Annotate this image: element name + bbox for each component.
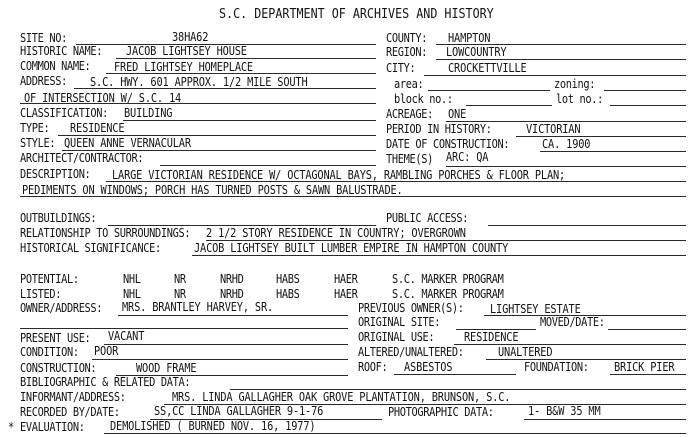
acreage-value: ONE [448, 107, 467, 121]
previous-owner-value: LIGHTSEY ESTATE [490, 302, 581, 316]
construction-label: CONSTRUCTION: [20, 361, 97, 375]
historic-name-line [116, 58, 376, 59]
foundation-line [610, 374, 686, 375]
foundation-label: FOUNDATION: [524, 360, 589, 374]
listed-nr: NR [174, 287, 186, 301]
theme-label: THEME(S) [386, 152, 433, 166]
block-no-label: block no.: [394, 92, 453, 106]
county-label: COUNTY: [386, 31, 428, 45]
significance-label: HISTORICAL SIGNIFICANCE: [20, 241, 161, 255]
listed-label: LISTED: [20, 287, 62, 301]
evaluation-value: DEMOLISHED ( BURNED NOV. 16, 1977) [110, 419, 316, 433]
condition-label: CONDITION: [20, 345, 79, 359]
original-use-label: ORIGINAL USE: [358, 330, 435, 344]
description-label: DESCRIPTION: [20, 167, 91, 181]
address-label: ADDRESS: [20, 74, 67, 88]
zoning-label: zoning: [554, 77, 596, 91]
style-label: STYLE: [20, 136, 56, 150]
period-value: VICTORIAN [526, 122, 581, 136]
site-no-value: 38HA62 [172, 30, 209, 44]
roof-line [394, 374, 516, 375]
recorded-value: SS,CC LINDA GALLAGHER 9-1-76 [154, 404, 324, 418]
date-construction-value: CA. 1900 [542, 137, 591, 151]
listed-marker: S.C. MARKER PROGRAM [392, 287, 504, 301]
zoning-line [604, 90, 686, 91]
present-use-label: PRESENT USE: [20, 331, 91, 345]
original-site-label: ORIGINAL SITE: [358, 315, 441, 329]
owner-line-2 [20, 328, 348, 329]
potential-nhl: NHL [123, 272, 141, 286]
region-line [436, 59, 686, 60]
classification-value: BUILDING [124, 106, 173, 120]
potential-nr: NR [174, 272, 186, 286]
common-name-value: FRED LIGHTSEY HOMEPLACE [114, 60, 253, 74]
lot-no-label: lot no.: [556, 92, 603, 106]
style-value: QUEEN ANNE VERNACULAR [64, 136, 191, 150]
owner-value: MRS. BRANTLEY HARVEY, SR. [122, 300, 274, 314]
outbuildings-label: OUTBUILDINGS: [20, 211, 97, 225]
potential-habs: HABS [276, 272, 300, 286]
theme-value: ARC: QA [446, 150, 489, 164]
region-value: LOWCOUNTRY [446, 45, 507, 59]
evaluation-line [104, 433, 686, 434]
owner-label: OWNER/ADDRESS: [20, 301, 103, 315]
informant-label: INFORMANT/ADDRESS: [20, 390, 126, 404]
area-line [428, 90, 550, 91]
area-label: area: [394, 77, 424, 91]
condition-line [92, 359, 348, 360]
owner-line [118, 315, 348, 316]
period-label: PERIOD IN HISTORY: [386, 122, 492, 136]
altered-label: ALTERED/UNALTERED: [358, 345, 464, 359]
previous-owner-label: PREVIOUS OWNER(S): [358, 301, 464, 315]
address-value-line2: OF INTERSECTION W/ S.C. 14 [24, 91, 182, 105]
description-value-line2: PEDIMENTS ON WINDOWS; PORCH HAS TURNED POSTS & SAWN BALUSTRADE. [22, 183, 403, 197]
historic-name-label: HISTORIC NAME: [20, 44, 103, 58]
description-value-line1: LARGE VICTORIAN RESIDENCE W/ OCTAGONAL BAYS, RAMBLING PORCHES & FLOOR PLAN; [112, 168, 566, 182]
city-label: CITY: [386, 61, 416, 75]
public-access-line [488, 225, 686, 226]
form-title: S.C. DEPARTMENT OF ARCHIVES AND HISTORY [219, 7, 494, 22]
present-use-value: VACANT [108, 329, 145, 343]
address-value-line1: S.C. HWY. 601 APPROX. 1/2 MILE SOUTH [90, 75, 308, 89]
classification-line [123, 120, 376, 121]
bibliographic-label: BIBLIOGRAPHIC & RELATED DATA: [20, 375, 191, 389]
moved-date-label: MOVED/DATE: [540, 315, 605, 329]
photographic-value: 1- B&W 35 MM [528, 404, 601, 418]
theme-line [446, 166, 686, 167]
photographic-label: PHOTOGRAPHIC DATA: [388, 405, 494, 419]
listed-nhl: NHL [123, 287, 141, 301]
type-value: RESIDENCE [70, 121, 125, 135]
lot-no-line [610, 105, 686, 106]
architect-label: ARCHITECT/CONTRACTOR: [20, 151, 144, 165]
potential-marker: S.C. MARKER PROGRAM [392, 272, 504, 286]
informant-value: MRS. LINDA GALLAGHER OAK GROVE PLANTATION, BRUNSON, S.C. [172, 390, 511, 404]
city-value: CROCKETTVILLE [448, 61, 527, 75]
photographic-line [524, 419, 686, 420]
altered-value: UNALTERED [498, 345, 553, 359]
condition-value: POOR [94, 344, 119, 358]
region-label: REGION: [386, 45, 428, 59]
original-use-line [454, 344, 686, 345]
common-name-label: COMMON NAME: [20, 59, 91, 73]
evaluation-label: EVALUATION: [20, 420, 85, 434]
county-value: HAMPTON [448, 31, 491, 45]
city-line [424, 75, 686, 76]
listed-nrhd: NRHD [220, 287, 244, 301]
historic-name-value: JACOB LIGHTSEY HOUSE [126, 44, 247, 58]
relationship-label: RELATIONSHIP TO SURROUNDINGS: [20, 226, 191, 240]
moved-date-line [608, 329, 686, 330]
date-construction-label: DATE OF CONSTRUCTION: [386, 137, 510, 151]
evaluation-marker: * [8, 420, 14, 434]
recorded-label: RECORDED BY/DATE: [20, 405, 120, 419]
block-no-line [466, 105, 552, 106]
acreage-label: ACREAGE: [386, 107, 433, 121]
architect-line [160, 165, 376, 166]
significance-value: JACOB LIGHTSEY BUILT LUMBER EMPIRE IN HAMPTON COUNTY [194, 241, 509, 255]
listed-haer: HAER [334, 287, 358, 301]
potential-haer: HAER [334, 272, 358, 286]
site-no-label: SITE NO: [20, 31, 67, 45]
potential-label: POTENTIAL: [20, 272, 79, 286]
type-label: TYPE: [20, 121, 50, 135]
roof-value: ASBESTOS [404, 360, 453, 374]
relationship-value: 2 1/2 STORY RESIDENCE IN COUNTRY; OVERGROWN [206, 226, 466, 240]
potential-nrhd: NRHD [220, 272, 244, 286]
foundation-value: BRICK PIER [614, 360, 675, 374]
roof-label: ROOF: [358, 360, 388, 374]
present-use-line [104, 344, 348, 345]
classification-label: CLASSIFICATION: [20, 106, 109, 120]
public-access-label: PUBLIC ACCESS: [386, 211, 469, 225]
original-use-value: RESIDENCE [464, 330, 519, 344]
construction-value: WOOD FRAME [136, 361, 197, 375]
listed-habs: HABS [276, 287, 300, 301]
date-construction-line [540, 151, 686, 152]
significance-line [192, 255, 686, 256]
